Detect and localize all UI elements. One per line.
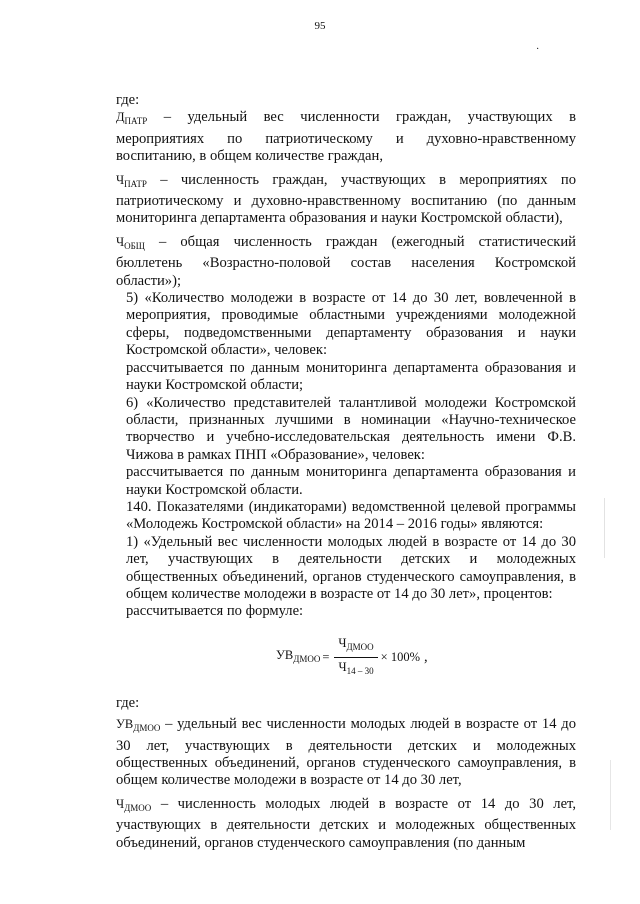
where-label-2: где: [116, 694, 140, 711]
scan-artifact [610, 760, 611, 830]
definition-d-patr: $Д_{ПАТР}$ – удельный вес численности граждан, участвующих в мероприятиях по патриотическому и духовно-нравственному воспитанию, в общем количестве граждан, [116, 109, 576, 165]
formula-numerator: $Ч_{ДМОО}$ [334, 635, 377, 658]
where-label: где: [116, 92, 140, 108]
corner-mark: · [536, 44, 540, 55]
list-item-5: 5) «Количество молодежи в возрасте от 14 до 30 лет, вовлеченной в мероприятия, проводимые областными учреждениями молодежной сферы, подведомственными департаменту образования и науки Костромской области», человек: [126, 290, 576, 359]
formula-comma: , [424, 648, 428, 665]
formula-denominator: $Ч_{14 - 30}$ [338, 660, 374, 677]
formula-lhs: $УВ_{ДМОО}$ [276, 647, 321, 664]
list-item-6-calc: рассчитывается по данным мониторинга департамента образования и науки Костромской области. [126, 464, 576, 498]
formula-multiplier: × 100% [380, 649, 420, 664]
formula-equals: = [322, 649, 330, 664]
list-item-1-calc: рассчитывается по формуле: [126, 603, 304, 620]
definition-ch-obsh: $Ч_{ОБЩ}$ – общая численность граждан (ежегодный статистический бюллетень «Возрастно-половой состав населения Костромской области»); [116, 233, 576, 289]
formula [116, 627, 576, 691]
definition-ch-dmoo: $Ч_{ДМОО}$ – численность молодых людей в возрасте от 14 до 30 лет, участвующих в деятельности детских и молодежных общественных объединений, органов студенческого самоуправления (по данным [116, 795, 576, 851]
definition-ch-patr: $Ч_{ПАТР}$ – численность граждан, участвующих в мероприятиях по патриотическому и духовно-нравственному воспитанию (по данным мониторинга департамента образования и науки Костромской области), [116, 171, 576, 227]
list-item-1: 1) «Удельный вес численности молодых людей в возрасте от 14 до 30 лет, участвующих в деятельности детских и молодежных общественных объединений, органов студенческого самоуправления, в общем количестве молодежи в возрасте от 14 до 30 лет», процентов: [126, 533, 576, 602]
list-item-6: 6) «Количество представителей талантливой молодежи Костромской области, признанных лучшими в номинации «Научно-техническое творчество и учебно-исследовательская деятельность имени Ф.В. Чижова в рамках ПНП «Образование», человек: [126, 394, 576, 463]
list-item-5-calc: рассчитывается по данным мониторинга департамента образования и науки Костромской области; [126, 359, 576, 394]
scan-artifact [604, 498, 605, 558]
body-text [116, 92, 576, 852]
paragraph-140: 140. Показателями (индикаторами) ведомственной целевой программы «Молодежь Костромской области» на 2014 – 2016 годы» являются: [126, 498, 576, 533]
formula-fraction [334, 635, 377, 681]
definition-uv-dmoo: $УВ_{ДМОО}$ – удельный вес численности молодых людей в возрасте от 14 до 30 лет, участвующих в деятельности детских и молодежных общественных объединений, органов студенческого самоуправления, в общем количестве молодежи в возрасте от 14 до 30 лет, [116, 716, 576, 789]
page-number: 95 [314, 20, 326, 32]
